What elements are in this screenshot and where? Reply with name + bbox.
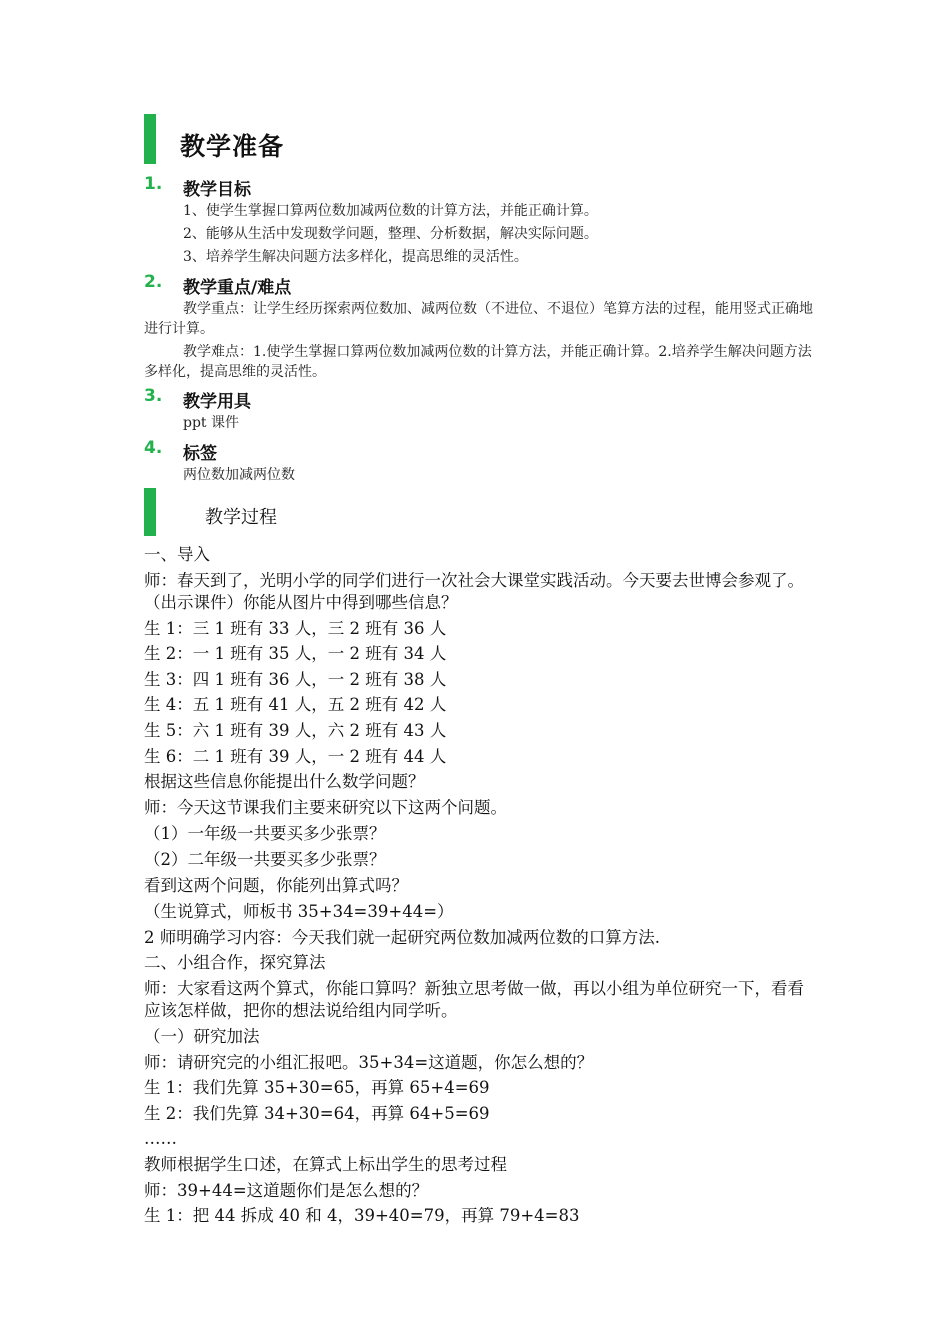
difficulty-text: 教学难点：1.使学生掌握口算两位数加减两位数的计算方法，并能正确计算。2.培养学生解决问题方法多样化，提高思维的灵活性。	[144, 344, 812, 380]
goals-title: 教学目标	[183, 180, 251, 200]
process-line: 生 4：五 1 班有 41 人，五 2 班有 42 人	[144, 695, 447, 714]
process-line: 生 6：二 1 班有 39 人，一 2 班有 44 人	[144, 747, 447, 766]
section-bar-prep	[144, 114, 156, 164]
process-line: 生 2：我们先算 34+30=64，再算 64+5=69	[144, 1104, 490, 1123]
process-line: 二、小组合作，探究算法	[144, 953, 326, 972]
process-line: 生 3：四 1 班有 36 人，一 2 班有 38 人	[144, 670, 447, 689]
goal-item: 3、培养学生解决问题方法多样化，提高思维的灵活性。	[183, 249, 528, 265]
section-title-prep: 教学准备	[180, 132, 285, 161]
section-title-process: 教学过程	[205, 507, 277, 528]
tags-number: 4.	[144, 438, 163, 458]
goal-item: 2、能够从生活中发现数学问题，整理、分析数据，解决实际问题。	[183, 226, 598, 242]
process-line: （生说算式，师板书 35+34=39+44=）	[144, 902, 454, 921]
process-line: （2）二年级一共要买多少张票？	[144, 850, 386, 869]
process-line: ……	[144, 1129, 177, 1148]
process-line: 师：大家看这两个算式，你能口算吗？新独立思考做一做，再以小组为单位研究一下，看看应该怎样做，把你的想法说给组内同学听。	[144, 979, 804, 1020]
tools-number: 3.	[144, 386, 163, 406]
process-line: （一）研究加法	[144, 1027, 260, 1046]
process-line: 生 2：一 1 班有 35 人，一 2 班有 34 人	[144, 644, 447, 663]
process-line: 一、导入	[144, 545, 210, 564]
process-line: 师：请研究完的小组汇报吧。35+34=这道题，你怎么想的？	[144, 1053, 594, 1072]
process-line: 生 1：把 44 拆成 40 和 4，39+40=79，再算 79+4=83	[144, 1206, 580, 1225]
key-point-text: 教学重点：让学生经历探索两位数加、减两位数（不进位、不退位）笔算方法的过程，能用竖式正确地进行计算。	[144, 301, 813, 337]
process-line: 生 1：三 1 班有 33 人，三 2 班有 36 人	[144, 619, 447, 638]
process-line: （1）一年级一共要买多少张票？	[144, 824, 386, 843]
process-line: 生 1：我们先算 35+30=65，再算 65+4=69	[144, 1078, 490, 1097]
process-line: 看到这两个问题，你能列出算式吗？	[144, 876, 408, 895]
tools-text: ppt 课件	[183, 415, 239, 431]
tags-title: 标签	[183, 444, 217, 464]
goals-number: 1.	[144, 174, 163, 194]
section-bar-process	[144, 488, 156, 536]
goal-item: 1、使学生掌握口算两位数加减两位数的计算方法，并能正确计算。	[183, 203, 598, 219]
process-line: 师：春天到了，光明小学的同学们进行一次社会大课堂实践活动。今天要去世博会参观了。（出示课件）你能从图片中得到哪些信息？	[144, 571, 804, 612]
process-line: 师：今天这节课我们主要来研究以下这两个问题。	[144, 798, 507, 817]
tags-text: 两位数加减两位数	[183, 467, 295, 483]
process-line: 教师根据学生口述，在算式上标出学生的思考过程	[144, 1155, 507, 1174]
focus-number: 2.	[144, 272, 163, 292]
process-line: 生 5：六 1 班有 39 人，六 2 班有 43 人	[144, 721, 447, 740]
process-line: 2 师明确学习内容：今天我们就一起研究两位数加减两位数的口算方法.	[144, 928, 660, 947]
process-line: 师：39+44=这道题你们是怎么想的？	[144, 1181, 429, 1200]
process-line: 根据这些信息你能提出什么数学问题？	[144, 772, 425, 791]
tools-title: 教学用具	[183, 392, 251, 412]
focus-title: 教学重点/难点	[183, 278, 292, 298]
